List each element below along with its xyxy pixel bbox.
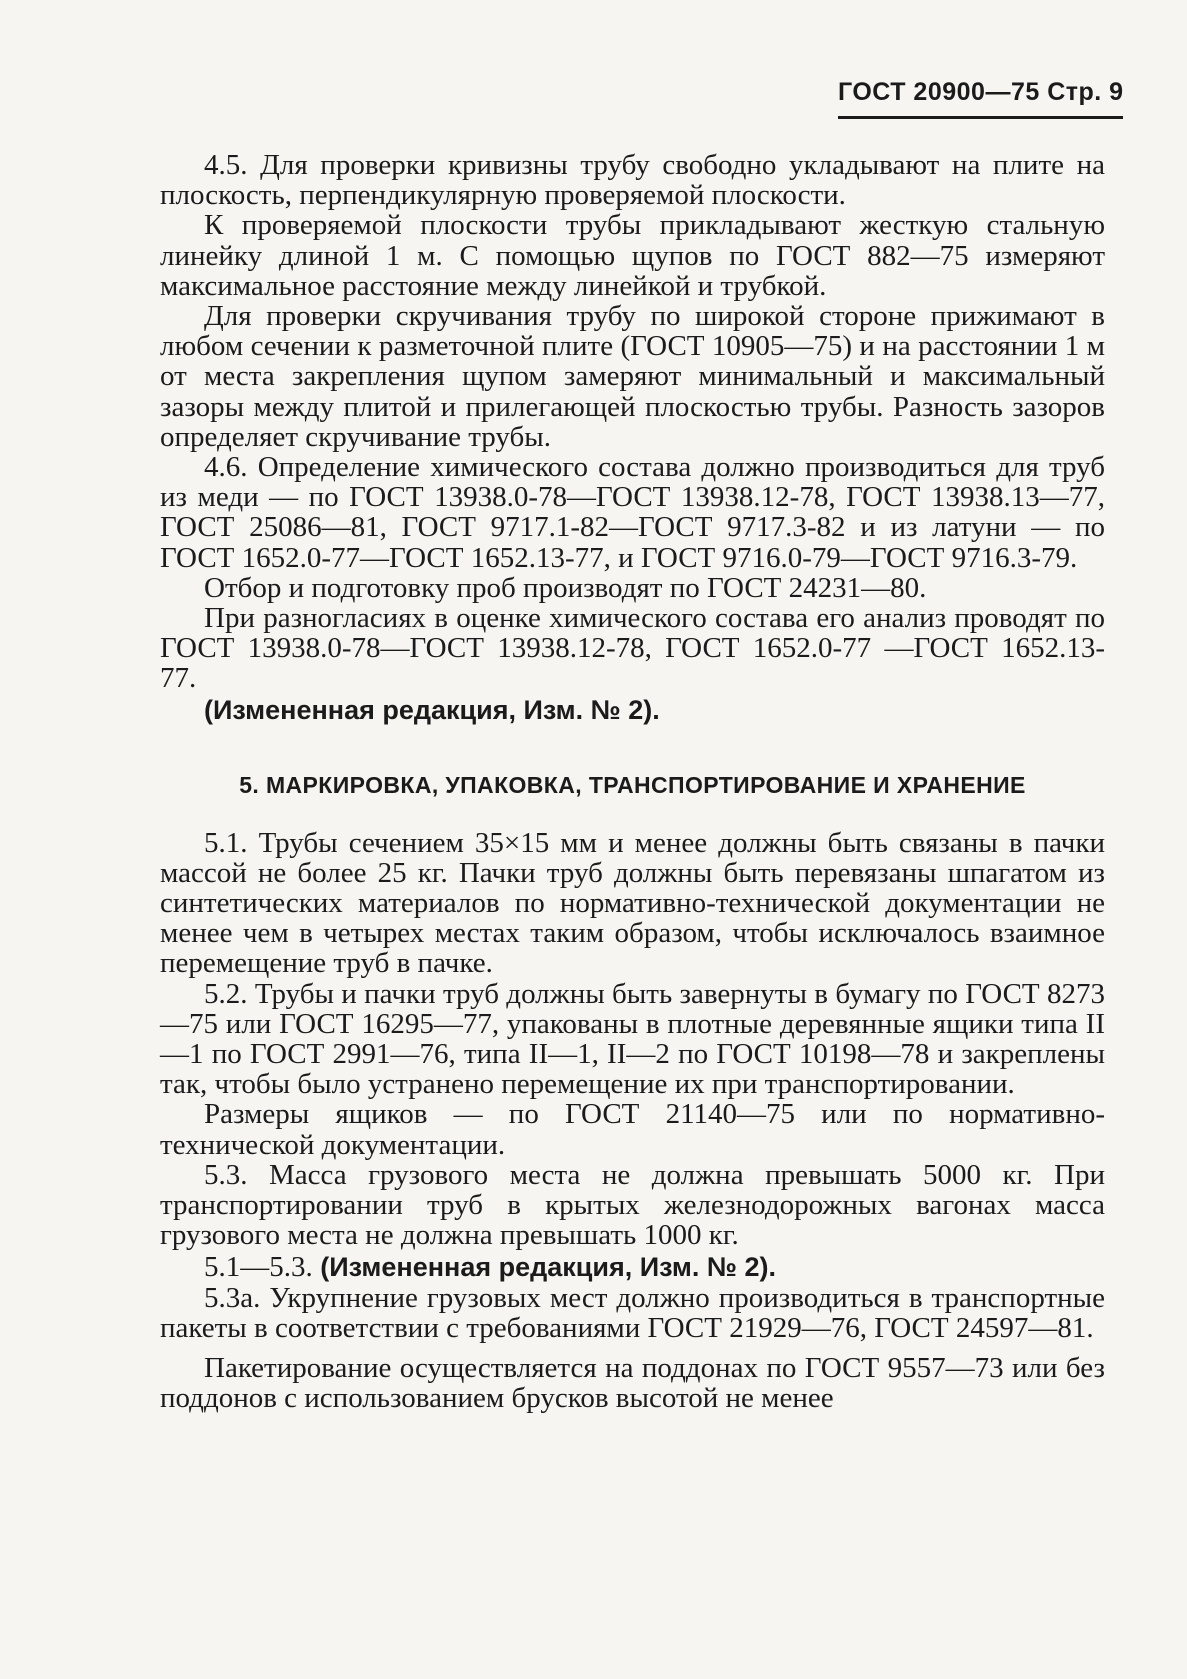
paragraph-4-6-sampling: Отбор и подготовку проб производят по ГОСТ 24231—80.	[204, 571, 927, 604]
paragraph-5-1: 5.1. Трубы сечением 35×15 мм и менее должны быть связаны в пачки массой не более 25 кг. Пачки труб должны быть перевязаны шпагатом из синтетических материалов по нормативно-технической документации не менее чем в четырех местах таким образом, чтобы исключалось взаимное перемещение труб в пачке.	[160, 826, 1105, 980]
paragraph-4-5: 4.5. Для проверки кривизны трубу свободно укладывают на плите на плоскость, перпендикулярную проверяемой плоскости.	[160, 149, 1105, 212]
paragraph-5-2-boxes: Размеры ящиков — по ГОСТ 21140—75 или по нормативно-технической документации.	[160, 1098, 1105, 1161]
paragraph-5-2: 5.2. Трубы и пачки труб должны быть завернуты в бумагу по ГОСТ 8273—75 или ГОСТ 16295—77, упакованы в плотные деревянные ящики типа II—1 по ГОСТ 2991—76, типа II—1, II—2 по ГОСТ 10198—78 и закреплены так, чтобы было устранено перемещение их при транспортировании.	[160, 977, 1105, 1101]
header-rule	[838, 116, 1123, 119]
paragraph-4-5-ruler: К проверяемой плоскости трубы прикладывают жесткую стальную линейку длиной 1 м. С помощью щупов по ГОСТ 882—75 измеряют максимальное расстояние между линейкой и трубкой.	[160, 209, 1105, 302]
paragraph-4-6: 4.6. Определение химического состава должно производиться для труб из меди — по ГОСТ 13938.0-78—ГОСТ 13938.12-78, ГОСТ 13938.13—77, ГОСТ 25086—81, ГОСТ 9717.1-82—ГОСТ 9717.3-82 и из латуни — по ГОСТ 1652.0-77—ГОСТ 1652.13-77, и ГОСТ 9716.0-79—ГОСТ 9716.3-79.	[160, 451, 1105, 574]
amendment-note-2-text: (Измененная редакция, Изм. № 2).	[320, 1251, 776, 1282]
paragraph-4-6-disputes: При разногласиях в оценке химического состава его анализ проводят по ГОСТ 13938.0-78—ГОСТ 13938.12-78, ГОСТ 1652.0-77 —ГОСТ 1652.13-77.	[160, 602, 1105, 695]
document-body	[160, 150, 1105, 1413]
paragraph-5-3: 5.3. Масса грузового места не должна превышать 5000 кг. При транспортировании труб в крытых железнодорожных вагонах масса грузового места не должна превышать 1000 кг.	[160, 1158, 1105, 1252]
amendment-note-1: (Измененная редакция, Изм. № 2).	[204, 694, 660, 725]
paragraph-5-3a: 5.3а. Укрупнение грузовых мест должно производиться в транспортные пакеты в соответствии с требованиями ГОСТ 21929—76, ГОСТ 24597—81.	[160, 1281, 1105, 1344]
paragraph-5-3a-packaging: Пакетирование осуществляется на поддонах по ГОСТ 9557—73 или без поддонов с использованием брусков высотой не менее	[160, 1351, 1105, 1415]
amendment-note-2-range: 5.1—5.3.	[204, 1250, 313, 1283]
section-5-title: 5. МАРКИРОВКА, УПАКОВКА, ТРАНСПОРТИРОВАНИЕ И ХРАНЕНИЕ	[239, 771, 1026, 798]
page-header: ГОСТ 20900—75 Стр. 9	[838, 78, 1124, 106]
paragraph-4-5-twist: Для проверки скручивания трубу по широкой стороне прижимают в любом сечении к разметочной плите (ГОСТ 10905—75) и на расстоянии 1 м от места закрепления щупом замеряют минимальный и максимальный зазоры между плитой и прилегающей плоскостью трубы. Разность зазоров определяет скручивание трубы.	[160, 300, 1105, 453]
amendment-note-2	[160, 1251, 1105, 1283]
